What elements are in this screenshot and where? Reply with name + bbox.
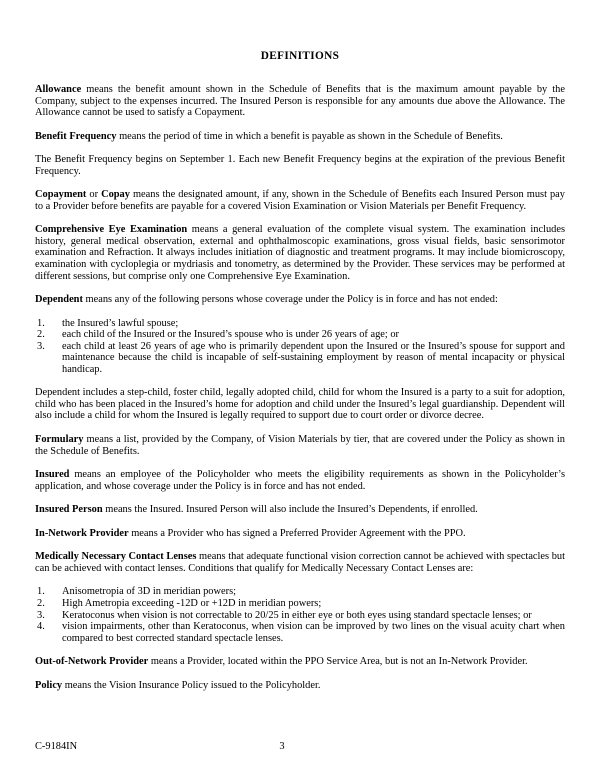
definition-medically-necessary-contact-lenses-body: means that adequate functional vision correction cannot be achieved with spectacles but can be achieved with contact lenses. Conditions that qualify for Medically Necessary Contact Lenses are: xyxy=(35,551,565,574)
list-item-text: each child at least 26 years of age who is primarily dependent upon the Insured or the Insured’s spouse for support and maintenance because the child is incapable of self-sustaining employment by reason of mental incapacity or physical handicap. xyxy=(62,340,565,375)
list-item-number: 1. xyxy=(37,317,45,329)
medically-necessary-contact-lenses-list xyxy=(35,586,565,644)
definition-in-network-provider xyxy=(35,528,565,540)
list-item-number: 4. xyxy=(37,621,45,633)
term-copay: Copay xyxy=(101,189,130,201)
term-medically-necessary-contact-lenses: Medically Necessary Contact Lenses xyxy=(35,551,197,563)
definition-formulary xyxy=(35,434,565,457)
list-item xyxy=(35,621,565,644)
page-title: DEFINITIONS xyxy=(260,50,340,62)
page-number: 3 xyxy=(279,741,285,752)
definition-insured-person-body: means the Insured. Insured Person will also include the Insured’s Dependents, if enrolled. xyxy=(102,504,478,516)
list-item-text: High Ametropia exceeding -12D or +12D in meridian powers; xyxy=(62,597,322,609)
list-item xyxy=(35,329,565,341)
list-item-text: Anisometropia of 3D in meridian powers; xyxy=(62,586,237,598)
term-copayment: Copayment xyxy=(35,189,87,201)
definition-copayment xyxy=(35,189,565,212)
definition-in-network-provider-body: means a Provider who has signed a Preferred Provider Agreement with the PPO. xyxy=(128,527,466,539)
list-item-text: each child of the Insured or the Insured’s spouse who is under 26 years of age; or xyxy=(62,329,400,341)
list-item-number: 3. xyxy=(37,609,45,621)
list-item-number: 1. xyxy=(37,586,45,598)
list-item-text: Keratoconus when vision is not correctable to 20/25 in either eye or both eyes using standard spectacle lenses; or xyxy=(62,609,532,621)
definition-benefit-frequency-note: The Benefit Frequency begins on September 1. Each new Benefit Frequency begins at the expiration of the previous Benefit Frequency. xyxy=(35,154,565,177)
definition-formulary-body: means a list, provided by the Company, of Vision Materials by tier, that are covered under the Policy as shown in the Schedule of Benefits. xyxy=(35,434,565,457)
term-out-of-network-provider: Out-of-Network Provider xyxy=(35,656,149,668)
definition-allowance-body: means the benefit amount shown in the Schedule of Benefits that is the maximum amount payable by the Company, subject to the expenses incurred. The Insured Person is responsible for any amounts due above the Allowance. The Allowance cannot be used to satisfy a Copayment. xyxy=(35,84,565,119)
definition-insured xyxy=(35,469,565,492)
term-policy: Policy xyxy=(35,679,63,691)
definition-dependent xyxy=(35,294,565,306)
term-insured-person: Insured Person xyxy=(35,504,103,516)
definition-dependent-note: Dependent includes a step-child, foster child, legally adopted child, child for whom the Insured is a party to a suit for adoption, child who has been placed in the Insured’s home for adoption and child under the Insured’s legal guardianship. Dependent will also include a child for whom the Insured is legally required to support due to court order or divorce decree. xyxy=(35,387,565,422)
definition-medically-necessary-contact-lenses xyxy=(35,551,565,574)
definition-out-of-network-provider-body: means a Provider, located within the PPO Service Area, but is not an In-Network Provider. xyxy=(148,656,528,668)
list-item-number: 2. xyxy=(37,597,45,609)
definition-policy-body: means the Vision Insurance Policy issued to the Policyholder. xyxy=(62,679,321,691)
definition-comprehensive-eye-examination-body: means a general evaluation of the complete visual system. The examination includes history, general medical observation, external and ophthalmoscopic examinations, gross visual fields, basic sensorimotor examination and Refraction. It always includes initiation of diagnostic and treatment programs. It may include biomicroscopy, examination with cycloplegia or mydriasis and tonometry, as determined by the Provider. These services may be performed at different sessions, but comprise only one Comprehensive Eye Examination. xyxy=(35,224,565,282)
list-item xyxy=(35,341,565,376)
definition-insured-body: means an employee of the Policyholder who meets the eligibility requirements as shown in the Policyholder’s application, and whose coverage under the Policy is in force and has not ended. xyxy=(35,469,565,492)
term-in-network-provider: In-Network Provider xyxy=(35,527,129,539)
list-item xyxy=(35,610,565,622)
definition-copayment-body: means the designated amount, if any, shown in the Schedule of Benefits each Insured Person must pay to a Provider before benefits are payable for a covered Vision Examination or Vision Materials per Benefit Frequency. xyxy=(35,189,565,212)
term-connector: or xyxy=(86,189,102,201)
list-item-text: vision impairments, other than Keratoconus, when vision can be improved by two lines on the visual acuity chart when compared to best corrected standard spectacle lenses. xyxy=(62,621,565,644)
list-item-number: 3. xyxy=(37,340,45,352)
term-insured: Insured xyxy=(35,469,70,481)
definition-policy xyxy=(35,680,565,692)
definition-benefit-frequency xyxy=(35,131,565,143)
list-item xyxy=(35,598,565,610)
definition-insured-person xyxy=(35,504,565,516)
dependent-list xyxy=(35,318,565,376)
definition-allowance xyxy=(35,84,565,119)
term-comprehensive-eye-examination: Comprehensive Eye Examination xyxy=(35,224,188,236)
definition-comprehensive-eye-examination xyxy=(35,224,565,282)
list-item xyxy=(35,586,565,598)
term-allowance: Allowance xyxy=(35,84,82,95)
definition-out-of-network-provider xyxy=(35,656,565,668)
definition-dependent-body: means any of the following persons whose coverage under the Policy is in force and has not ended: xyxy=(82,294,498,306)
definition-benefit-frequency-body: means the period of time in which a benefit is payable as shown in the Schedule of Benefits. xyxy=(116,130,503,142)
term-dependent: Dependent xyxy=(35,294,83,306)
list-item-number: 2. xyxy=(37,329,45,341)
term-benefit-frequency: Benefit Frequency xyxy=(35,130,117,142)
document-code: C-9184IN xyxy=(35,741,78,752)
list-item xyxy=(35,318,565,330)
list-item-text: the Insured’s lawful spouse; xyxy=(62,317,179,329)
term-formulary: Formulary xyxy=(35,434,84,446)
